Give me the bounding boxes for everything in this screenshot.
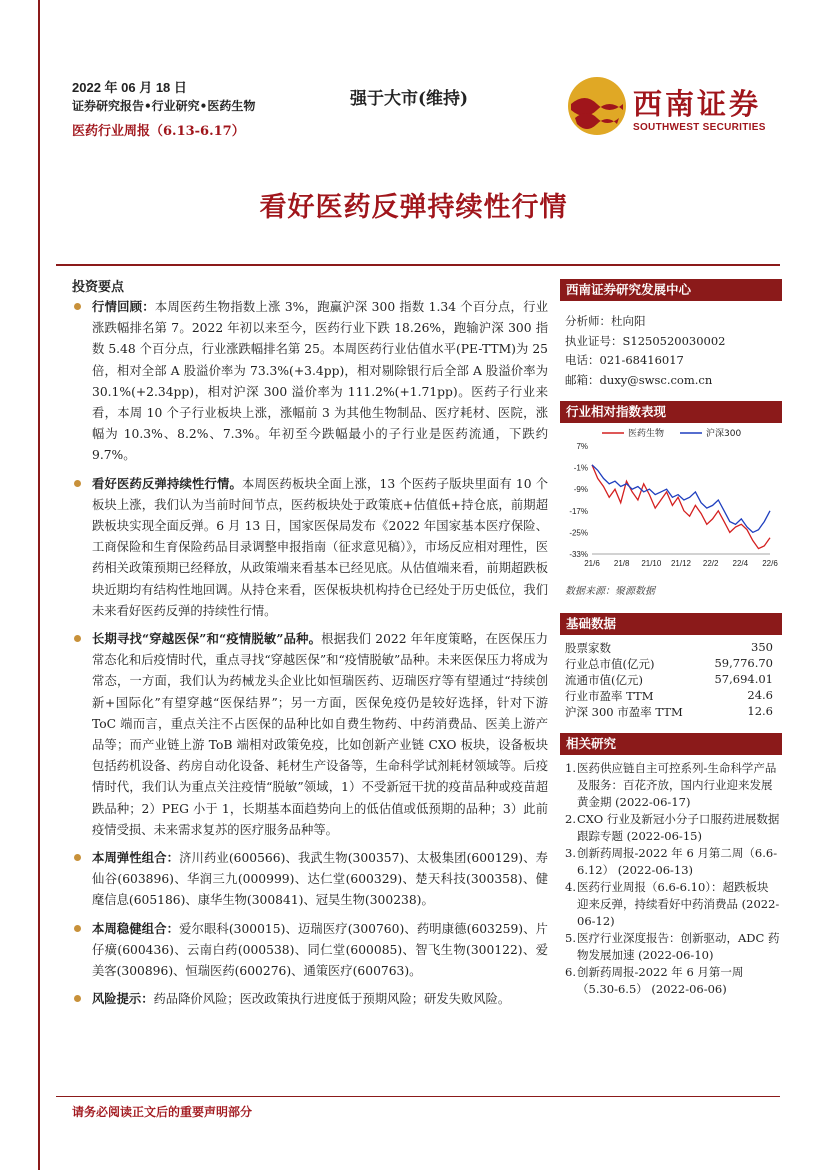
legend-label: 医药生物 xyxy=(628,429,665,439)
basic-value: 57,694.01 xyxy=(714,672,773,686)
key-point-text: 济川药业(600566)、我武生物(300357)、太极集团(600129)、寿仙谷(603896)、华润三九(000999)、达仁堂(600329)、楚天科技(300358)、健麾信息(605186)、康华生物(300841)、冠昊生物(300238)。 xyxy=(92,851,548,908)
index-chart-bar xyxy=(560,401,782,423)
related-num: 2. xyxy=(565,812,576,826)
key-point-label: 看好医药反弹持续性行情。 xyxy=(92,475,243,491)
analyst-info xyxy=(565,312,726,390)
basic-row xyxy=(565,640,773,656)
key-point-text: 本周医药板块全面上涨，13 个医药子版块里面有 10 个板块上涨，我们认为当前时间节点，医药板块处于政策底+估值低+持仓底，前期超跌板块实现全面反弹。6 月 13 日，国家医保局发布《2022 年国家基本医疗保险、工商保险和生育保险药品目录调整申报指南（征求意见稿）》，市场反应相对理性，医药相关政策预期已经释放，从政策端来看基本已经见底。从估值端来看，前期超跌板块近期均有结构性地回调。从持仓来看，医保板块机构持仓已经处于历史低位，我们未来看好医药反弹的持续性行情。 xyxy=(92,476,548,618)
related-num: 4. xyxy=(565,880,576,894)
key-point-label: 长期寻找“穿越医保”和“疫情脱敏”品种。 xyxy=(92,631,322,647)
bullet-dot-icon xyxy=(74,303,81,310)
logo-text-cn: 西南证券 xyxy=(633,87,762,121)
key-points-heading: 投资要点 xyxy=(72,280,125,295)
basic-row xyxy=(565,672,773,688)
key-point-3 xyxy=(72,628,548,841)
basic-row xyxy=(565,704,773,720)
related-text: 创新药周报-2022 年 6 月第一周（5.30-6.5） (2022-06-06) xyxy=(577,965,744,996)
key-point-label: 本周弹性组合： xyxy=(92,850,180,866)
related-text: 创新药周报-2022 年 6 月第二周（6.6-6.12） (2022-06-13) xyxy=(577,846,778,877)
key-point-text: 药品降价风险；医改政策执行进度低于预期风险；研发失败风险。 xyxy=(153,992,511,1007)
legend-label: 沪深300 xyxy=(706,429,742,439)
x-tick-label: 22/2 xyxy=(702,559,719,568)
related-text: 医疗行业深度报告：创新驱动，ADC 药物发展加速 (2022-06-10) xyxy=(577,931,780,962)
related-num: 6. xyxy=(565,965,576,979)
footer-divider xyxy=(56,1096,780,1097)
key-point-text: 爱尔眼科(300015)、迈瑞医疗(300760)、药明康德(603259)、片仔癀(600436)、云南白药(000538)、同仁堂(600085)、智飞生物(300122)、爱美客(300896)、恒瑞医药(600276)、通策医疗(600763)。 xyxy=(92,921,548,979)
related-research-title: 相关研究 xyxy=(566,736,617,751)
key-point-2 xyxy=(72,473,548,622)
page-title: 看好医药反弹持续性行情 xyxy=(259,192,568,223)
bullet-dot-icon xyxy=(74,854,81,861)
related-item[interactable] xyxy=(565,879,780,930)
key-point-label: 风险提示： xyxy=(92,991,154,1007)
x-tick-label: 21/10 xyxy=(641,559,662,568)
rating: 强于大市(维持) xyxy=(350,89,469,109)
header-divider xyxy=(56,264,780,266)
related-text: 医药供应链自主可控系列-生命科学产品及服务：百花齐放，国内行业迎来发展黄金期 (2022-06-17) xyxy=(577,761,777,809)
analyst-email: 邮箱：duxy@swsc.com.cn xyxy=(565,372,713,387)
series-line-1 xyxy=(592,465,770,549)
report-name: 医药行业周报（6.13-6.17） xyxy=(72,124,245,139)
basic-value: 24.6 xyxy=(747,688,773,702)
research-center-bar xyxy=(560,279,782,301)
basic-key: 行业市盈率 TTM xyxy=(565,689,654,703)
x-tick-label: 22/4 xyxy=(732,559,749,568)
related-item[interactable] xyxy=(565,930,780,964)
y-tick-label: -25% xyxy=(569,528,588,538)
basic-key: 股票家数 xyxy=(565,641,611,655)
research-center-title: 西南证券研究发展中心 xyxy=(566,282,692,297)
x-tick-label: 21/12 xyxy=(670,559,692,568)
related-text: CXO 行业及新冠小分子口服药进展数据跟踪专题 (2022-06-15) xyxy=(577,812,780,843)
logo-text-en: SOUTHWEST SECURITIES xyxy=(633,122,766,133)
basic-key: 沪深 300 市盈率 TTM xyxy=(565,705,683,719)
basic-data-bar xyxy=(560,613,782,635)
related-num: 1. xyxy=(565,761,576,775)
related-item[interactable] xyxy=(565,811,780,845)
related-item[interactable] xyxy=(565,760,780,811)
analyst-name: 分析师：杜向阳 xyxy=(565,314,646,328)
key-point-text: 本周医药生物指数上涨 3%，跑赢沪深 300 指数 1.34 个百分点，行业涨跌幅排名第 7。2022 年初以来至今，医药行业下跌 18.26%，跑输沪深 300 指数 5.48 个百分点，行业涨跌幅排名第 25。本周医药行业估值水平(PE-TTM)为 25 倍，相对全部 A 股溢价率为 73.3%(+3.4pp)，相对剔除银行后全部 A 股溢价率为 30.1%(+2.34pp)，相对沪深 300 溢价率为 111.2%(+1.71pp)。医药子行业来看，本周 10 个子行业板块上涨，涨幅前 3 为其他生物制品、医疗耗材、医院，涨幅为 10.3%、8.2%、7.3%。年初至今跌幅最小的子行业是医药流通，下跌约 9.7%。 xyxy=(92,300,548,463)
key-point-5 xyxy=(72,918,548,983)
basic-value: 59,776.70 xyxy=(714,656,773,670)
key-points-list xyxy=(72,296,548,1017)
y-tick-label: -1% xyxy=(573,463,588,473)
basic-row xyxy=(565,688,773,704)
related-num: 5. xyxy=(565,931,576,945)
y-tick-label: -9% xyxy=(573,485,588,495)
x-tick-label: 21/6 xyxy=(584,559,600,568)
x-tick-label: 21/8 xyxy=(613,559,630,568)
key-point-6 xyxy=(72,988,548,1010)
basic-value: 12.6 xyxy=(747,704,773,718)
y-tick-label: 7% xyxy=(576,442,588,451)
y-tick-label: -17% xyxy=(569,506,588,516)
basic-key: 流通市值(亿元) xyxy=(565,673,643,687)
key-point-text: 根据我们 2022 年年度策略，在医保压力常态化和后疫情时代，重点寻找“穿越医保”和“疫情脱敏”品种。未来医保压力将成为常态，一方面，我们认为药械龙头企业比如恒瑞医药、迈瑞医疗等有望通过“持续创新+国际化”有望穿越“医保结界”；另一方面，医保免疫仍是较好选择，针对下游 ToC 端而言，重点关注不占医保的品种比如自费生物药、中药消费品、医美上游产品等；而产业链上游 ToB 端相对政策免疫，比如创新产业链 CXO 板块，设备板块包括药机设备、药房自动化设备、耗材生产设备等，生命科学试剂耗材领域等。后疫情时代，我们认为重点关注疫情“脱敏”领域，1）不受新冠干扰的疫苗品种或疫苗超跌品种；2）PEG 小于 1，长期基本面趋势向上的低估值或低预期的品种；3）此前疫情受损、未来需求复苏的医疗服务品种等。 xyxy=(92,632,548,837)
key-point-label: 本周稳健组合： xyxy=(92,920,180,936)
report-type: 证券研究报告•行业研究•医药生物 xyxy=(72,99,256,113)
analyst-license: 执业证号：S1250520030002 xyxy=(565,333,726,348)
bullet-dot-icon xyxy=(74,635,81,642)
bullet-dot-icon xyxy=(74,925,81,932)
disclaimer-note: 请务必阅读正文后的重要声明部分 xyxy=(72,1105,253,1119)
report-date: 2022 年 06 月 18 日 xyxy=(72,80,187,95)
chart-source: 数据来源：聚源数据 xyxy=(565,586,655,597)
left-margin-rule xyxy=(38,0,40,1170)
related-num: 3. xyxy=(565,846,576,860)
related-research-list xyxy=(565,760,780,998)
basic-data-title: 基础数据 xyxy=(566,616,617,631)
bullet-dot-icon xyxy=(74,480,81,487)
relative-index-chart xyxy=(560,424,782,578)
related-text: 医药行业周报（6.6-6.10）：超跌板块迎来反弹，持续看好中药消费品 (2022-06-12) xyxy=(577,880,780,928)
basic-row xyxy=(565,656,773,672)
basic-key: 行业总市值(亿元) xyxy=(565,657,655,671)
key-point-1 xyxy=(72,296,548,467)
x-tick-label: 22/6 xyxy=(762,559,778,568)
key-point-label: 行情回顾： xyxy=(92,299,155,314)
y-tick-label: -33% xyxy=(569,550,588,559)
basic-value: 350 xyxy=(751,640,773,654)
key-point-4 xyxy=(72,847,548,912)
related-research-bar xyxy=(560,733,782,755)
index-chart-title: 行业相对指数表现 xyxy=(566,404,667,419)
analyst-phone: 电话：021-68416017 xyxy=(565,353,684,367)
related-item[interactable] xyxy=(565,845,780,879)
related-item[interactable] xyxy=(565,964,780,998)
bullet-dot-icon xyxy=(74,995,81,1002)
